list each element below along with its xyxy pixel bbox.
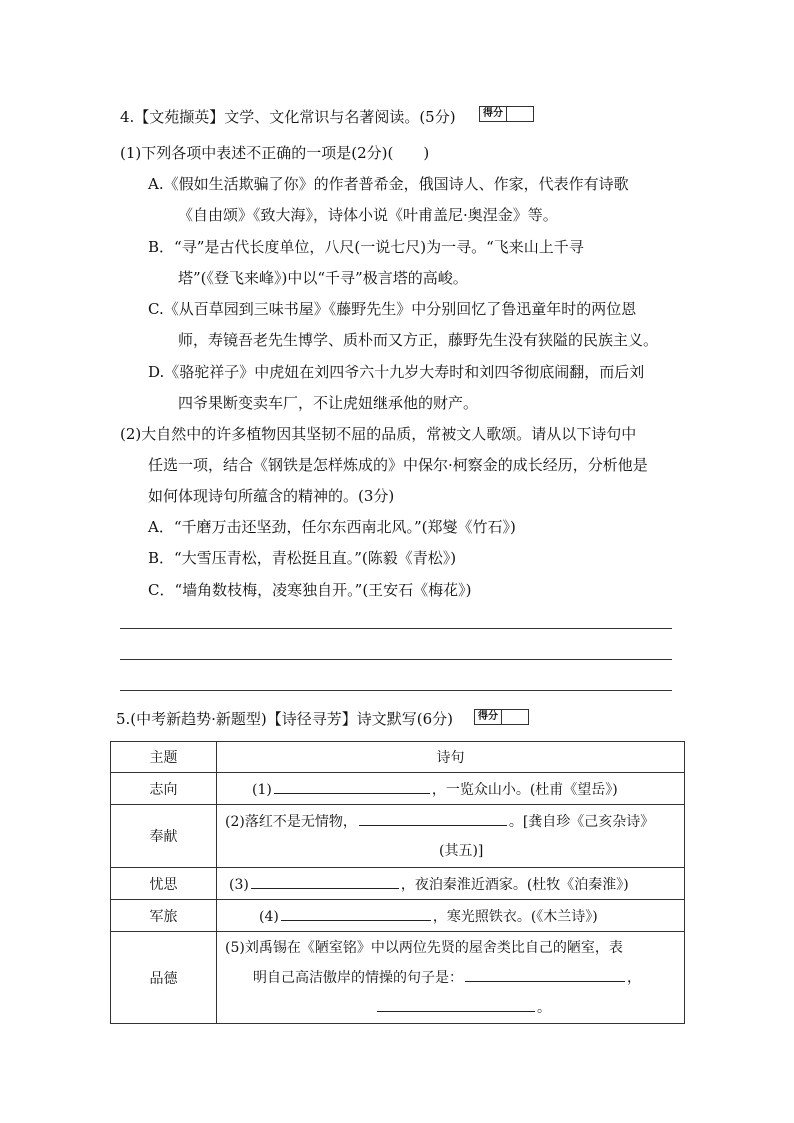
q4-part1-stem: (1)下列各项中表述不正确的一项是(2分)( ) — [120, 144, 430, 162]
q5-score-box[interactable] — [474, 709, 529, 725]
q4-header: 4.【文苑撷英】文学、文化常识与名著阅读。(5分) — [120, 108, 456, 126]
score-label: 得分 — [475, 710, 502, 724]
row-verse — [217, 805, 685, 868]
blank-2[interactable] — [359, 811, 507, 826]
table-header-theme: 主题 — [111, 742, 217, 773]
q4-score-box[interactable] — [479, 106, 534, 122]
row-theme: 军旅 — [111, 900, 217, 932]
q4-option-d-line2: 四爷果断变卖车厂，不让虎妞继承他的财产。 — [178, 394, 479, 412]
score-cell[interactable] — [507, 107, 533, 121]
table-header-verse: 诗句 — [217, 742, 685, 773]
row-theme: 品德 — [111, 932, 217, 1024]
verse-suffix: ，寒光照铁衣。(《木兰诗》) — [432, 908, 598, 925]
q5-header: 5.(中考新趋势·新题型)【诗径寻芳】诗文默写(6分) — [116, 710, 454, 728]
blank-1[interactable] — [274, 779, 430, 794]
blank-3[interactable] — [251, 874, 399, 889]
q4-poem-option-b: B．“大雪压青松，青松挺且直。”(陈毅《青松》) — [148, 549, 457, 567]
verse-suffix: 。[龚自珍《己亥杂诗》 — [508, 814, 655, 830]
q4-poem-option-a: A．“千磨万击还坚劲，任尔东西南北风。”(郑燮《竹石》) — [148, 518, 516, 536]
q4-option-c-line1: C.《从百草园到三味书屋》《藤野先生》中分别回忆了鲁迅童年时的两位恩 — [148, 300, 637, 318]
row-verse — [217, 773, 685, 805]
q4-option-c-line2: 师，寿镜吾老先生博学、质朴而又方正，藤野先生没有狭隘的民族主义。 — [178, 331, 659, 349]
verse-suffix: ，一览众山小。(杜甫《望岳》) — [431, 781, 618, 798]
score-cell[interactable] — [502, 710, 528, 724]
row-theme: 志向 — [111, 773, 217, 805]
blank-5b[interactable] — [377, 997, 535, 1012]
verse-prefix: (3) — [229, 876, 249, 893]
verse-line2: (其五)] — [439, 843, 484, 859]
table-row — [111, 932, 685, 1024]
table-header-row — [111, 742, 685, 773]
verse-prefix: (2)落红不是无情物， — [225, 814, 357, 830]
row-verse — [217, 932, 685, 1024]
verse-prefix: (1) — [252, 781, 272, 798]
score-label: 得分 — [480, 107, 507, 121]
q4-poem-option-c: C．“墙角数枝梅，凌寒独自开。”(王安石《梅花》) — [148, 581, 472, 599]
answer-line-2[interactable] — [120, 659, 672, 660]
table-row — [111, 868, 685, 900]
table-row — [111, 805, 685, 868]
verse-prefix: (4) — [259, 908, 279, 925]
q4-part2-line3: 如何体现诗句所蕴含的精神的。(3分) — [148, 487, 395, 505]
q4-option-b-line2: 塔”(《登飞来峰》)中以“千寻”极言塔的高峻。 — [178, 269, 468, 287]
row-verse — [217, 900, 685, 932]
row-theme: 奉献 — [111, 805, 217, 868]
q4-option-a-line1: A.《假如生活欺骗了你》的作者普希金，俄国诗人、作家，代表作有诗歌 — [148, 175, 629, 193]
verse-line2-end: ， — [627, 969, 641, 986]
q4-part2-line1: (2)大自然中的许多植物因其坚韧不屈的品质，常被文人歌颂。请从以下诗句中 — [120, 425, 637, 443]
q4-option-b-line1: B．“寻”是古代长度单位，八尺(一说七尺)为一寻。“飞来山上千寻 — [148, 238, 584, 256]
row-theme: 忧思 — [111, 868, 217, 900]
blank-4[interactable] — [281, 906, 431, 921]
answer-line-1[interactable] — [120, 628, 672, 629]
q4-part2-line2: 任选一项，结合《钢铁是怎样炼成的》中保尔·柯察金的成长经历，分析他是 — [148, 456, 648, 474]
table-row — [111, 773, 685, 805]
verse-line2: 明自己高洁傲岸的情操的句子是： — [253, 969, 463, 986]
q4-option-a-line2: 《自由颂》《致大海》，诗体小说《叶甫盖尼·奥涅金》等。 — [178, 206, 558, 224]
table-row — [111, 900, 685, 932]
q4-option-d-line1: D.《骆驼祥子》中虎妞在刘四爷六十九岁大寿时和刘四爷彻底闹翻，而后刘 — [148, 363, 645, 381]
answer-line-3[interactable] — [120, 690, 672, 691]
recitation-table — [110, 741, 685, 1024]
verse-line3-end: 。 — [537, 999, 551, 1016]
blank-5a[interactable] — [465, 967, 625, 982]
verse-line1: (5)刘禹锡在《陋室铭》中以两位先贤的屋舍类比自己的陋室，表 — [225, 939, 623, 956]
verse-suffix: ，夜泊秦淮近酒家。(杜牧《泊秦淮》) — [400, 876, 629, 893]
row-verse — [217, 868, 685, 900]
